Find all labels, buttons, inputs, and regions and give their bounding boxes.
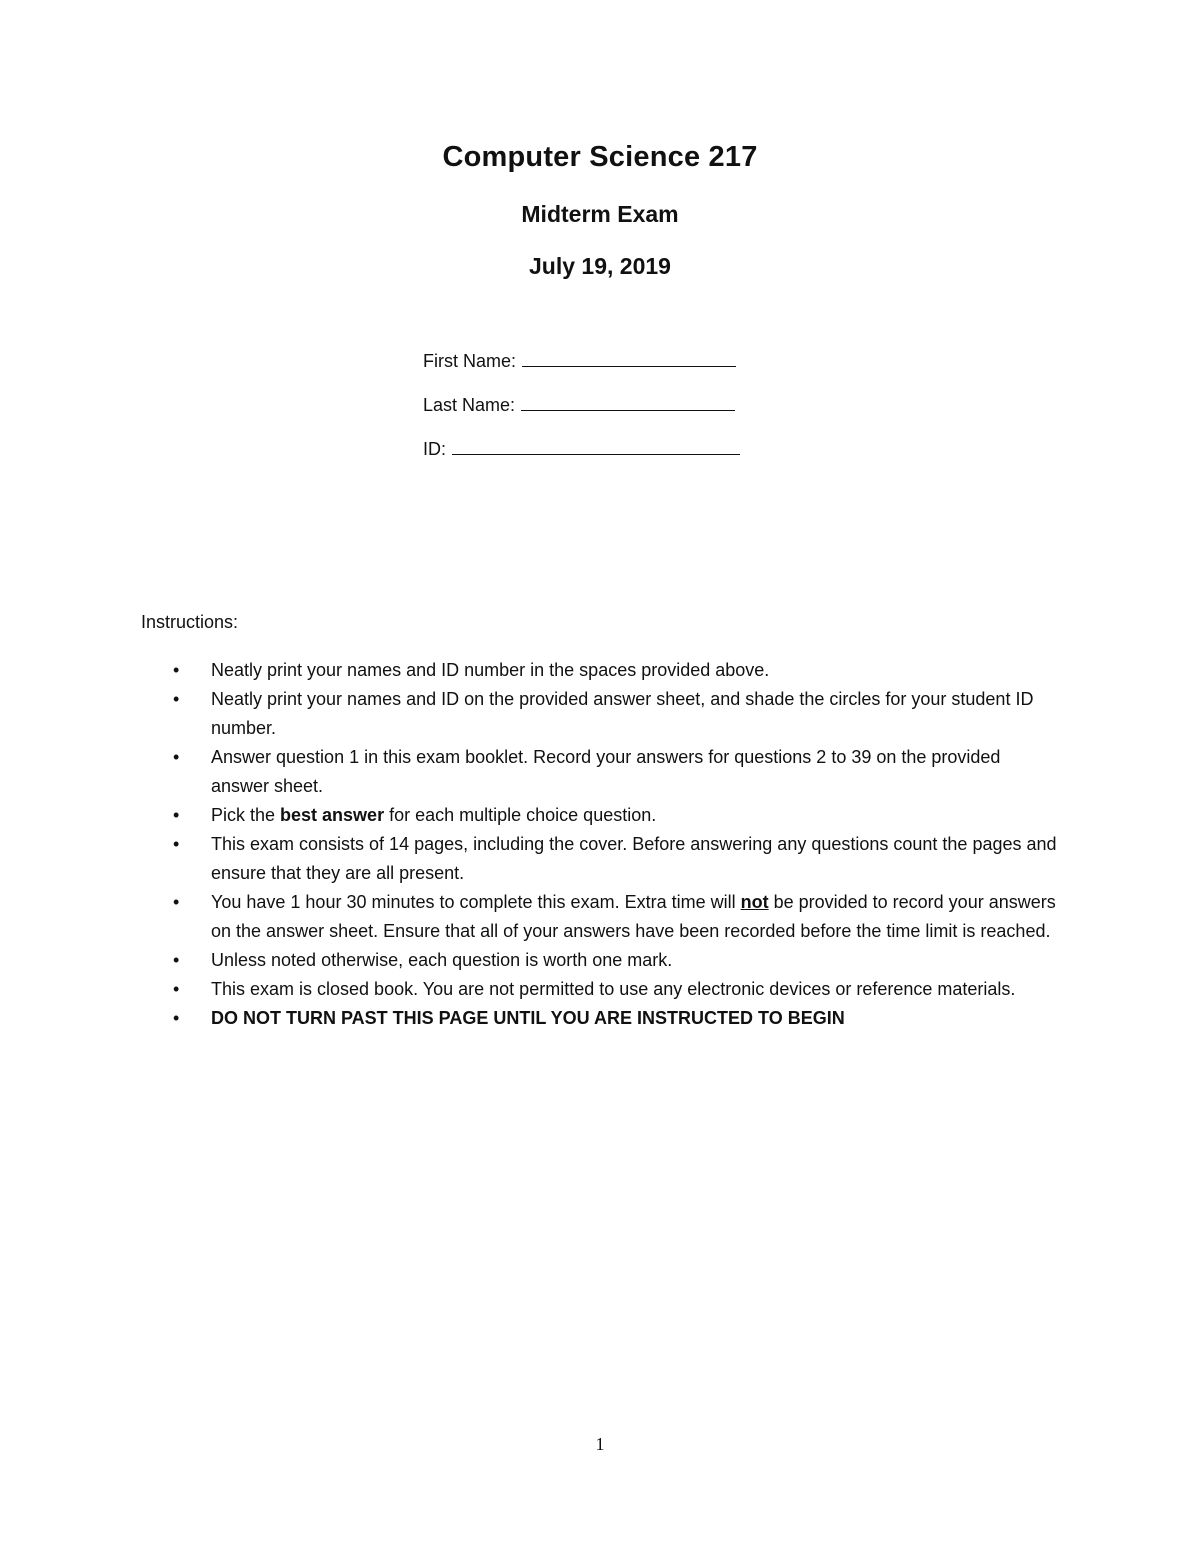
id-field xyxy=(423,436,740,461)
instruction-item xyxy=(141,743,1061,801)
exam-date: July 19, 2019 xyxy=(529,253,671,279)
first-name-field xyxy=(423,348,736,373)
last-name-field xyxy=(423,392,735,417)
bullet-icon: • xyxy=(173,747,180,767)
instruction-item xyxy=(141,830,1061,888)
instruction-underline: not xyxy=(740,892,769,912)
last-name-label: Last Name: xyxy=(423,395,516,415)
course-title: Computer Science 217 xyxy=(442,141,758,173)
instruction-item xyxy=(141,975,1061,1004)
id-label: ID: xyxy=(423,439,447,459)
instruction-text-before: Pick the xyxy=(211,805,281,825)
instruction-item xyxy=(141,888,1061,946)
instruction-text: Unless noted otherwise, each question is worth one mark. xyxy=(211,950,673,970)
exam-title: Midterm Exam xyxy=(521,201,679,227)
id-blank-line[interactable] xyxy=(452,436,740,455)
instruction-item xyxy=(141,685,1061,743)
last-name-blank-line[interactable] xyxy=(521,392,735,411)
instruction-item xyxy=(141,801,1061,830)
bullet-icon: • xyxy=(173,979,180,999)
instruction-item xyxy=(141,656,1061,685)
bullet-icon: • xyxy=(173,950,180,970)
page-number: 1 xyxy=(595,1434,605,1454)
instruction-text: Neatly print your names and ID on the provided answer sheet, and shade the circles for your student ID number. xyxy=(211,689,1034,738)
instruction-text-after: be provided to record your answers on the answer sheet. Ensure that all of your answers have been recorded before the time limit is reached. xyxy=(211,892,1056,941)
instruction-item xyxy=(141,946,1061,975)
instructions-list xyxy=(141,656,1061,1033)
bullet-icon: • xyxy=(173,689,180,709)
instructions-heading: Instructions: xyxy=(141,612,239,632)
first-name-blank-line[interactable] xyxy=(522,348,736,367)
instruction-text: Answer question 1 in this exam booklet. Record your answers for questions 2 to 39 on the provided answer sheet. xyxy=(211,747,1001,796)
instruction-text: This exam consists of 14 pages, including the cover. Before answering any questions count the pages and ensure that they are all present. xyxy=(211,834,1057,883)
instruction-warning: DO NOT TURN PAST THIS PAGE UNTIL YOU ARE INSTRUCTED TO BEGIN xyxy=(211,1008,845,1028)
bullet-icon: • xyxy=(173,892,180,912)
bullet-icon: • xyxy=(173,805,180,825)
bullet-icon: • xyxy=(173,1008,180,1028)
instruction-emphasis: best answer xyxy=(280,805,385,825)
instruction-text-after: for each multiple choice question. xyxy=(384,805,657,825)
instruction-text: Neatly print your names and ID number in the spaces provided above. xyxy=(211,660,770,680)
instruction-text-before: You have 1 hour 30 minutes to complete this exam. Extra time will xyxy=(211,892,741,912)
instruction-text: This exam is closed book. You are not permitted to use any electronic devices or reference materials. xyxy=(211,979,1016,999)
bullet-icon: • xyxy=(173,660,180,680)
instruction-item xyxy=(141,1004,1061,1033)
first-name-label: First Name: xyxy=(423,351,517,371)
bullet-icon: • xyxy=(173,834,180,854)
